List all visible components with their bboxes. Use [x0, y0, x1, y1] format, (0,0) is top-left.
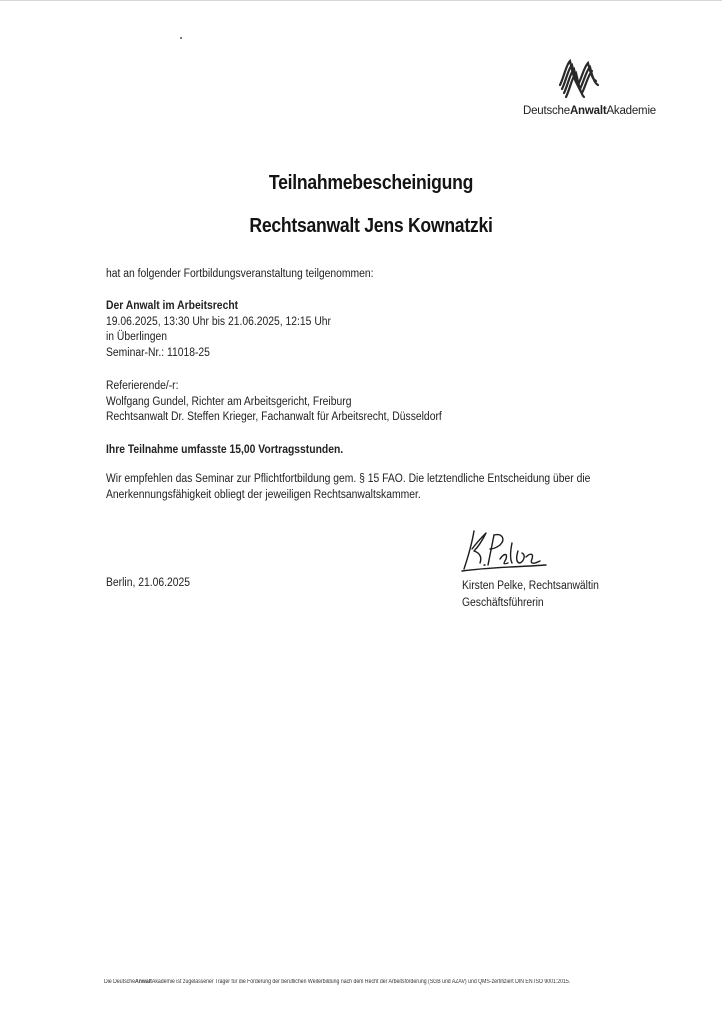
place-date: Berlin, 21.06.2025	[106, 577, 191, 589]
recommendation-line: Wir empfehlen das Seminar zur Pflichtfortbildung gem. § 15 FAO. Die letztendliche Entscheidung über die	[106, 473, 591, 485]
footer-prefix: Die Deutsche	[104, 979, 135, 985]
signer-name: Kirsten Pelke, Rechtsanwältin	[462, 580, 599, 592]
logo-text-prefix: Deutsche	[522, 105, 570, 117]
intro-text: hat an folgender Fortbildungsveranstaltung teilgenommen:	[106, 268, 374, 280]
seminar-dates: 19.06.2025, 13:30 Uhr bis 21.06.2025, 12:15 Uhr	[106, 315, 331, 328]
wave-lines-logo-icon	[556, 55, 600, 99]
speaker-item: Rechtsanwalt Dr. Steffen Krieger, Fachanwalt für Arbeitsrecht, Düsseldorf	[106, 411, 442, 423]
seminar-location: in Überlingen	[106, 331, 167, 343]
document-title: Teilnahmebescheinigung	[268, 172, 474, 194]
speakers-label: Referierende/-r:	[106, 380, 179, 392]
seminar-title: Der Anwalt im Arbeitsrecht	[106, 300, 239, 312]
logo-text-bold: Anwalt	[569, 105, 607, 117]
recommendation-line: Anerkennungsfähigkeit obliegt der jeweiligen Rechtsanwaltskammer.	[106, 488, 421, 501]
seminar-number: Seminar-Nr.: 11018-25	[106, 346, 210, 359]
signature-image	[460, 527, 550, 575]
signer-role: Geschäftsführerin	[462, 597, 544, 609]
participant-name: Rechtsanwalt Jens Kownatzki	[249, 215, 493, 237]
hours-statement: Ihre Teilnahme umfasste 15,00 Vortragsstunden.	[106, 444, 344, 456]
footer-note	[104, 979, 570, 985]
speaker-item: Wolfgang Gundel, Richter am Arbeitsgericht, Freiburg	[106, 395, 352, 408]
recommendation-text	[106, 472, 590, 503]
speakers-block	[106, 379, 442, 426]
signer-block	[462, 578, 599, 612]
logo-text	[523, 105, 656, 117]
footer-text: Akademie ist zugelassener Träger für die Förderung der beruflichen Weiterbildung nach dem Recht der Arbeitsförderung (SGB und AZAV) und QMS-zertifiziert DIN EN ISO 9001:2015.	[151, 979, 571, 985]
scan-speck	[180, 37, 182, 39]
footer-bold: Anwalt	[134, 979, 152, 985]
seminar-details	[106, 299, 331, 361]
logo-text-suffix: Akademie	[606, 105, 656, 117]
